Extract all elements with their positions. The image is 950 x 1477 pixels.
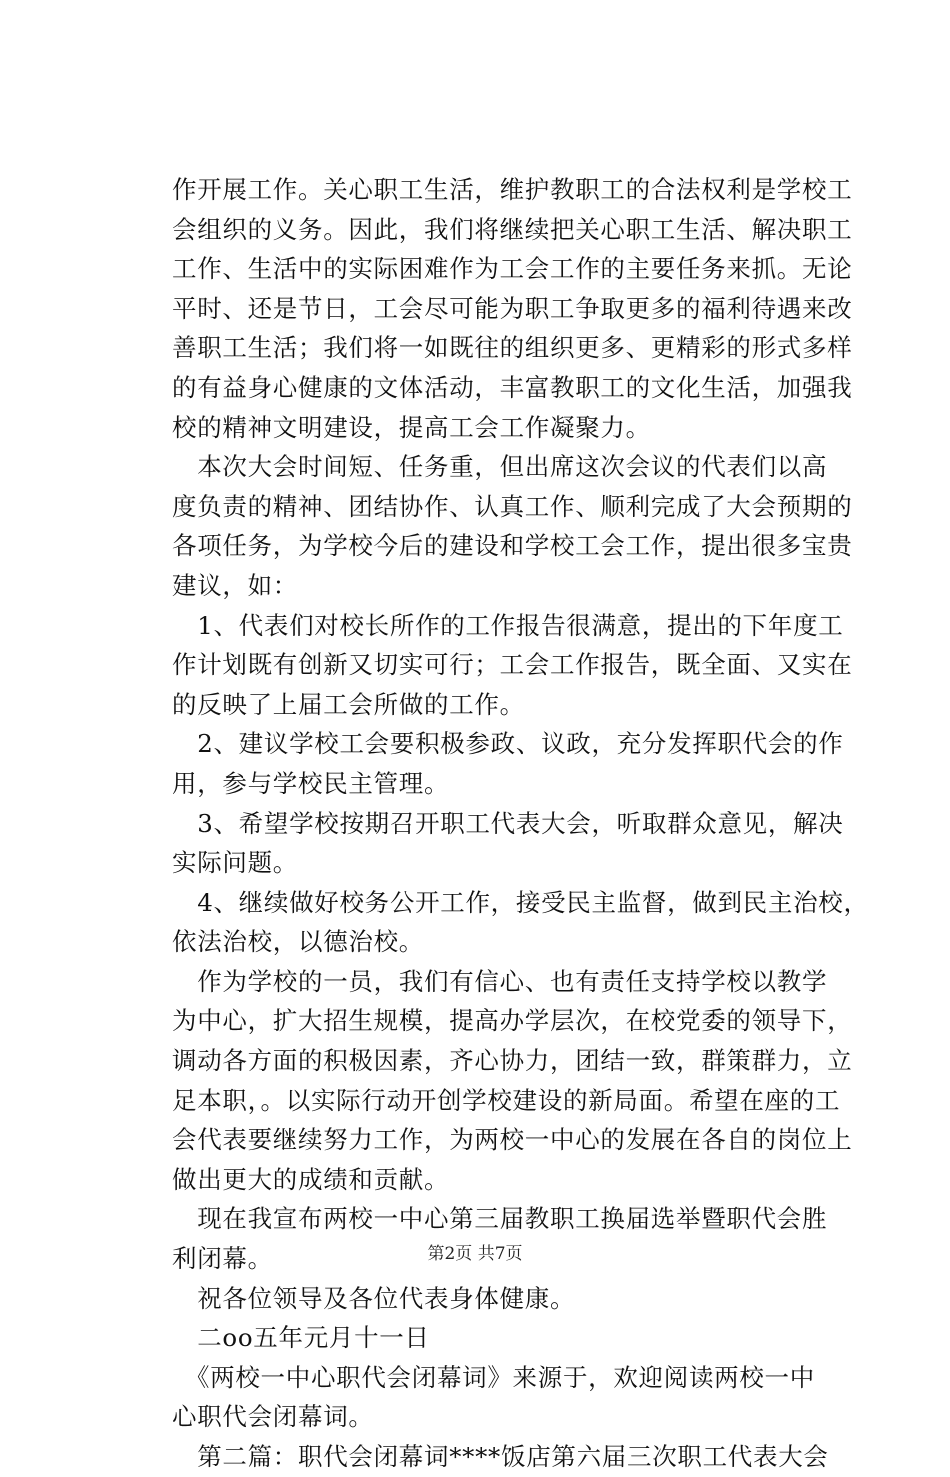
text-line: 利闭幕。 xyxy=(172,1244,273,1274)
text-line: 现在我宣布两校一中心第三届教职工换届选举暨职代会胜 xyxy=(172,1204,828,1234)
text-line: 3、希望学校按期召开职工代表大会，听取群众意见，解决 xyxy=(172,808,844,838)
text-line: 第二篇：职代会闭幕词****饭店第六届三次职工代表大会 xyxy=(172,1442,829,1471)
text-line: 的反映了上届工会所做的工作。 xyxy=(172,689,525,719)
text-line: 作计划既有创新又切实可行；工会工作报告，既全面、又实在 xyxy=(172,650,853,680)
text-line: 作为学校的一员，我们有信心、也有责任支持学校以教学 xyxy=(172,966,828,996)
text-line: 平时、还是节日，工会尽可能为职工争取更多的福利待遇来改 xyxy=(172,293,853,323)
text-line: 的有益身心健康的文体活动，丰富教职工的文化生活，加强我 xyxy=(172,372,853,402)
text-line: 2、建议学校工会要积极参政、议政，充分发挥职代会的作 xyxy=(172,729,844,759)
text-line: 建议，如： xyxy=(172,570,298,600)
text-line: 会代表要继续努力工作，为两校一中心的发展在各自的岗位上 xyxy=(172,1125,853,1155)
text-line: 本次大会时间短、任务重，但出席这次会议的代表们以高 xyxy=(172,452,828,482)
text-line: 为中心，扩大招生规模，提高办学层次，在校党委的领导下， xyxy=(172,1006,853,1036)
text-line: 4、继续做好校务公开工作，接受民主监督，做到民主治校， xyxy=(172,887,869,917)
text-line: 作开展工作。关心职工生活，维护教职工的合法权利是学校工 xyxy=(172,175,853,204)
text-line: 用，参与学校民主管理。 xyxy=(172,768,450,798)
text-line: 《两校一中心职代会闭幕词》来源于，欢迎阅读两校一中 xyxy=(172,1362,815,1392)
text-line: 善职工生活；我们将一如既往的组织更多、更精彩的形式多样 xyxy=(172,333,853,363)
text-line: 祝各位领导及各位代表身体健康。 xyxy=(172,1283,576,1313)
text-line: 1、代表们对校长所作的工作报告很满意，提出的下年度工 xyxy=(172,610,844,640)
text-line: 依法治校，以德治校。 xyxy=(172,927,424,957)
text-line: 校的精神文明建设，提高工会工作凝聚力。 xyxy=(172,412,651,442)
document-body xyxy=(172,170,869,1477)
text-line: 各项任务，为学校今后的建设和学校工会工作，提出很多宝贵 xyxy=(172,531,853,561)
text-line: 足本职，。以实际行动开创学校建设的新局面。希望在座的工 xyxy=(172,1085,841,1115)
page-number-footer: 第2页 共7页 xyxy=(427,1244,523,1264)
text-line: 二oo五年元月十一日 xyxy=(172,1323,430,1353)
text-line: 做出更大的成绩和贡献。 xyxy=(172,1164,450,1194)
text-line: 心职代会闭幕词。 xyxy=(172,1402,374,1432)
text-line: 实际问题。 xyxy=(172,848,298,878)
text-line: 会组织的义务。因此，我们将继续把关心职工生活、解决职工 xyxy=(172,214,853,244)
text-line: 调动各方面的积极因素，齐心协力，团结一致，群策群力，立 xyxy=(172,1046,853,1076)
text-line: 度负责的精神、团结协作、认真工作、顺利完成了大会预期的 xyxy=(172,491,853,521)
text-line: 工作、生活中的实际困难作为工会工作的主要任务来抓。无论 xyxy=(172,254,853,284)
